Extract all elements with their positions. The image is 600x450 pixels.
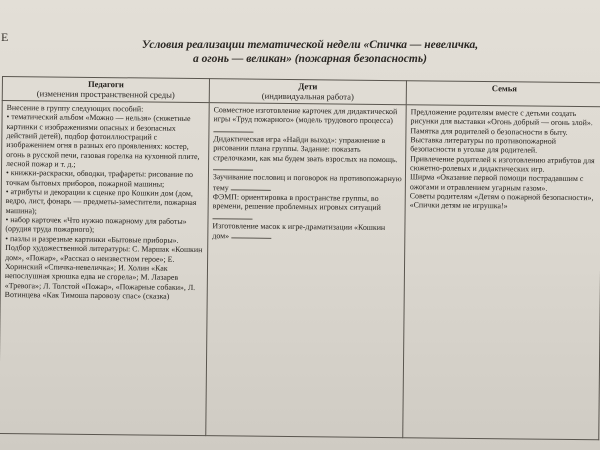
list-item: Изготовление масок к игре-драматизации «Кошкин дом» xyxy=(212,221,386,241)
column-header-children xyxy=(209,79,406,105)
margin-mark: Е xyxy=(1,30,9,44)
column-header-teachers xyxy=(2,77,209,103)
column-header-family xyxy=(406,81,600,107)
fill-line xyxy=(231,182,271,190)
list-item: Ширма «Оказание первой помощи пострадавшим с ожогами и отравлением угарным газом». xyxy=(409,172,584,193)
teachers-cell xyxy=(0,101,209,436)
page-title xyxy=(120,38,500,66)
list-item: • тематический альбом «Можно — нельзя» (сюжетные картинки с изображениями опасных и безопасных действий детей), подбор фотоиллюстраций с изображением огня в разных его проявлениях: костер, огонь в русской печи, газовая горелка на кухонной плите, лесной пожар и т. д.; xyxy=(6,112,200,169)
column-title: Дети xyxy=(298,81,318,92)
list-item: Дидактическая игра «Найди выход»: упражнение в рисовании плана группы. Задание: показать стрелочками, как мы будем звать взрослых на помощь. xyxy=(213,134,402,174)
list-item: • атрибуты и декорации к сценке про Кошкин дом (дом, ведро, лист, фонарь — предметы-заместители, пожарная машина); xyxy=(5,187,197,216)
fill-line xyxy=(213,162,253,170)
list-item: Совместное изготовление карточек для дидактической игры «Труд пожарного» (модель трудового процесса) xyxy=(213,105,402,136)
fill-line xyxy=(231,231,271,239)
family-cell xyxy=(403,105,600,440)
list-item: • пазлы и разрезные картинки «Бытовые приборы». xyxy=(5,233,179,245)
conditions-table xyxy=(0,76,600,440)
list-item: • набор карточек «Что нужно пожарному для работы» (орудия труда пожарного); xyxy=(5,215,187,235)
list-item: Заучивание пословиц и поговорок на противопожарную тему xyxy=(212,172,402,193)
list-item: Привлечение родителей к изготовлению атрибутов для сюжетно-ролевых и дидактических игр. xyxy=(410,153,595,174)
title-line-1: Условия реализации тематической недели «Спичка — невеличка, xyxy=(141,39,479,51)
list-item: Внесение в группу следующих пособий: xyxy=(6,103,144,114)
column-title: Педагоги xyxy=(87,78,124,90)
column-subtitle: (изменения пространственной среды) xyxy=(36,88,175,100)
column-subtitle: (индивидуальная работа) xyxy=(261,90,354,102)
list-item: Подбор художественной литературы: С. Маршак «Кошкин дом», «Пожар», «Рассказ о неизвестном герое»; Е. Хоринский «Спичка-невеличка»; И. Холин «Как непослушная хрюшка едва не сгорела»; М. Лазарев «Тревога»; Л. Толстой «Пожар», «Пожарные собаки», Л. Вотинцева «Как Тимоша паровозу спас» (сказка) xyxy=(4,243,203,301)
fill-line xyxy=(213,124,253,132)
list-item: • книжки-раскраски, обводки, трафареты: рисование по точкам бытовых приборов, пожарной машины; xyxy=(5,168,194,189)
table-row xyxy=(0,101,600,440)
fill-line xyxy=(213,211,253,219)
children-cell xyxy=(206,103,406,438)
list-item: Предложение родителям вместе с детьми создать рисунки для выставки «Огонь добрый — огонь злой». xyxy=(410,107,593,128)
list-item: Памятка для родителей о безопасности в быту. xyxy=(410,125,568,137)
title-line-2: а огонь — великан» (пожарная безопасность) xyxy=(193,53,427,65)
list-item: Выставка литературы по противопожарной безопасности в уголке для родителей. xyxy=(410,135,556,155)
list-item: ФЭМП: ориентировка в пространстве группы, во времени, решение проблемных игровых ситуаций xyxy=(212,192,401,223)
column-title: Семья xyxy=(491,83,518,94)
list-item: Советы родителям «Детям о пожарной безопасности», «Спички детям не игрушка!» xyxy=(409,191,594,211)
